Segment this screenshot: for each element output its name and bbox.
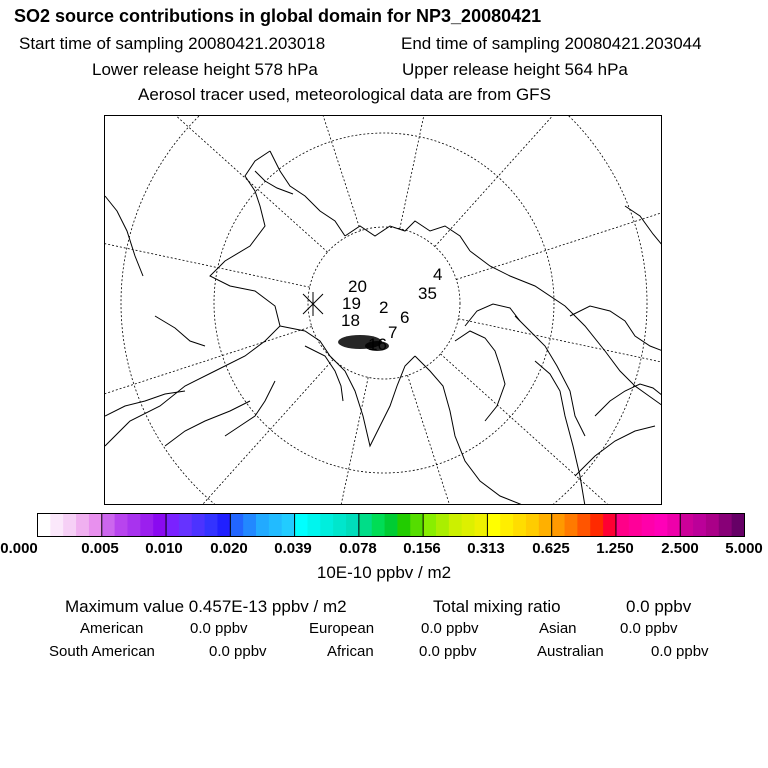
colorbar-tick-10: 2.500 xyxy=(661,540,699,557)
coastline-segment xyxy=(225,381,275,436)
coastline-segment xyxy=(535,361,585,505)
track-label-16: 16 xyxy=(368,335,387,354)
colorbar-cell xyxy=(693,514,706,537)
meridian-line xyxy=(105,116,328,252)
african-value: 0.0 ppbv xyxy=(419,643,477,660)
colorbar-tick-0: 0.000 xyxy=(0,540,38,557)
south-american-value: 0.0 ppbv xyxy=(209,643,267,660)
colorbar-cell xyxy=(102,514,115,537)
coastline-segment xyxy=(165,401,250,446)
colorbar-cell xyxy=(243,514,256,537)
colorbar-cell xyxy=(565,514,578,537)
meridian-line xyxy=(105,157,310,287)
australian-value: 0.0 ppbv xyxy=(651,643,709,660)
colorbar-cell xyxy=(89,514,102,537)
colorbar-cell xyxy=(655,514,668,537)
end-time-text: End time of sampling 20080421.203044 xyxy=(401,34,702,53)
meridian-line xyxy=(435,116,662,247)
colorbar-cell xyxy=(372,514,385,537)
colorbar-cell xyxy=(410,514,423,537)
track-label-18: 18 xyxy=(341,311,360,330)
meridian-line xyxy=(458,319,662,449)
colorbar-cell xyxy=(115,514,128,537)
coastline-segment xyxy=(270,151,345,236)
colorbar-cell xyxy=(269,514,282,537)
track-label-6: 6 xyxy=(400,308,410,327)
colorbar-cell xyxy=(423,514,436,537)
track-label-7: 7 xyxy=(388,323,398,342)
colorbar-tick-4: 0.039 xyxy=(274,540,312,557)
colorbar xyxy=(0,511,768,541)
colorbar-cell xyxy=(127,514,140,537)
meridian-line xyxy=(105,326,312,505)
colorbar-cell xyxy=(307,514,320,537)
coastline-segment xyxy=(415,356,525,505)
colorbar-cells xyxy=(38,514,745,537)
track-label-2: 2 xyxy=(379,298,389,317)
colorbar-cell xyxy=(76,514,89,537)
european-label: European xyxy=(309,620,375,637)
map-canvas xyxy=(105,116,662,505)
colorbar-cell xyxy=(590,514,603,537)
colorbar-cell xyxy=(500,514,513,537)
meridian-line xyxy=(456,116,662,280)
colorbar-tick-6: 0.156 xyxy=(403,540,441,557)
coastline-segment xyxy=(515,316,585,436)
coastline-segment xyxy=(305,346,343,401)
colorbar-cell xyxy=(385,514,398,537)
colorbar-cell xyxy=(333,514,346,537)
colorbar-tick-2: 0.010 xyxy=(145,540,183,557)
coastline-segment xyxy=(625,206,662,246)
track-label-19: 19 xyxy=(342,294,361,313)
coastlines xyxy=(105,151,662,505)
colorbar-tick-5: 0.078 xyxy=(339,540,377,557)
max-value-text: Maximum value 0.457E-13 ppbv / m2 xyxy=(65,597,347,616)
colorbar-cell xyxy=(513,514,526,537)
european-value: 0.0 ppbv xyxy=(421,620,479,637)
african-label: African xyxy=(327,643,374,660)
colorbar-cell xyxy=(462,514,475,537)
colorbar-cell xyxy=(205,514,218,537)
colorbar-cell xyxy=(732,514,745,537)
american-value: 0.0 ppbv xyxy=(190,620,248,637)
colorbar-cell xyxy=(706,514,719,537)
colorbar-cell xyxy=(346,514,359,537)
colorbar-cell xyxy=(475,514,488,537)
coastline-segment xyxy=(575,426,655,476)
colorbar-cell xyxy=(140,514,153,537)
colorbar-cell xyxy=(192,514,205,537)
colorbar-tick-1: 0.005 xyxy=(81,540,119,557)
colorbar-cell xyxy=(38,514,51,537)
colorbar-cell xyxy=(667,514,680,537)
colorbar-cell xyxy=(577,514,590,537)
colorbar-cell xyxy=(629,514,642,537)
colorbar-cell xyxy=(359,514,372,537)
colorbar-tick-3: 0.020 xyxy=(210,540,248,557)
colorbar-cell xyxy=(487,514,500,537)
meridian-line xyxy=(400,116,530,229)
colorbar-tick-7: 0.313 xyxy=(467,540,505,557)
australian-label: Australian xyxy=(537,643,604,660)
coastline-segment xyxy=(155,316,205,346)
upper-height-text: Upper release height 564 hPa xyxy=(402,60,628,79)
meridian-line xyxy=(168,116,361,231)
colorbar-cell xyxy=(217,514,230,537)
track-label-4: 4 xyxy=(433,265,443,284)
colorbar-cell xyxy=(449,514,462,537)
colorbar-cell xyxy=(436,514,449,537)
page-title: SO2 source contributions in global domain for NP3_20080421 xyxy=(14,6,542,26)
colorbar-cell xyxy=(603,514,616,537)
colorbar-tick-11: 5.000 xyxy=(725,540,763,557)
coastline-segment xyxy=(345,221,470,251)
colorbar-cell xyxy=(642,514,655,537)
polar-map xyxy=(104,115,662,505)
colorbar-cell xyxy=(526,514,539,537)
coastline-segment xyxy=(570,306,662,351)
track-label-35: 35 xyxy=(418,284,437,303)
track-label-20: 20 xyxy=(348,277,367,296)
colorbar-cell xyxy=(680,514,693,537)
american-label: American xyxy=(80,620,144,637)
lower-height-text: Lower release height 578 hPa xyxy=(92,60,318,79)
total-mixing-label: Total mixing ratio xyxy=(433,597,561,616)
colorbar-cell xyxy=(295,514,308,537)
meridian-line xyxy=(238,377,368,505)
coastline-segment xyxy=(455,331,505,421)
colorbar-cell xyxy=(552,514,565,537)
asian-label: Asian xyxy=(539,620,577,637)
colorbar-cell xyxy=(230,514,243,537)
colorbar-cell xyxy=(616,514,629,537)
south-american-label: South American xyxy=(49,643,155,660)
colorbar-cell xyxy=(539,514,552,537)
asian-value: 0.0 ppbv xyxy=(620,620,678,637)
colorbar-cell xyxy=(397,514,410,537)
tracer-note-text: Aerosol tracer used, meteorological data are from GFS xyxy=(138,85,551,104)
colorbar-unit: 10E-10 ppbv / m2 xyxy=(316,563,452,582)
colorbar-cell xyxy=(256,514,269,537)
total-mixing-value: 0.0 ppbv xyxy=(626,597,692,616)
coastline-segment xyxy=(595,384,662,416)
colorbar-cell xyxy=(719,514,732,537)
colorbar-cell xyxy=(166,514,179,537)
start-time-text: Start time of sampling 20080421.203018 xyxy=(19,34,326,53)
colorbar-tick-8: 0.625 xyxy=(532,540,570,557)
colorbar-cell xyxy=(179,514,192,537)
colorbar-cell xyxy=(320,514,333,537)
colorbar-cell xyxy=(153,514,166,537)
release-site-marker xyxy=(303,292,323,316)
colorbar-tick-9: 1.250 xyxy=(596,540,634,557)
coastline-segment xyxy=(105,151,280,446)
colorbar-cell xyxy=(50,514,63,537)
coastline-segment xyxy=(465,304,520,326)
colorbar-cell xyxy=(63,514,76,537)
colorbar-cell xyxy=(282,514,295,537)
meridian-line xyxy=(105,359,333,505)
